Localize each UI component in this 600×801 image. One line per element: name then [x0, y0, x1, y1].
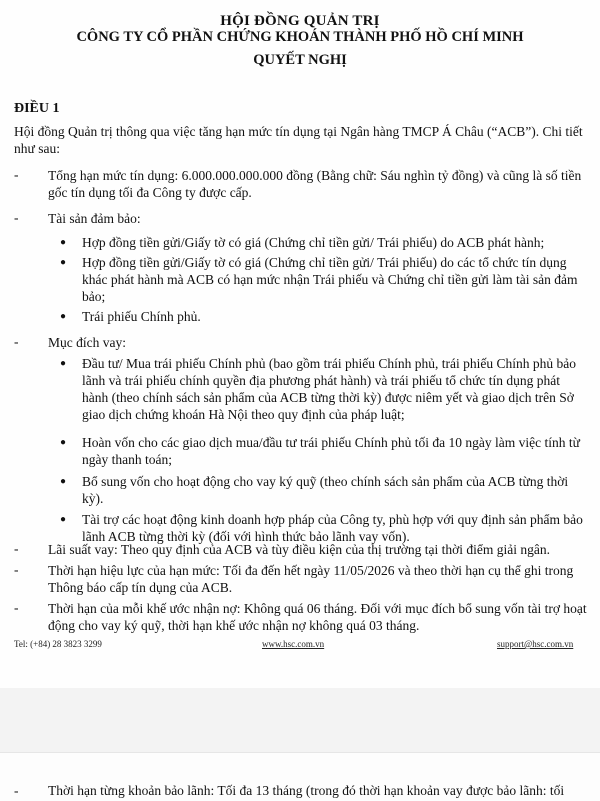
collateral-heading: Tài sản đảm bảo: — [48, 211, 141, 226]
collateral-item: Trái phiếu Chính phủ. — [82, 309, 201, 324]
collateral-item: Hợp đồng tiền gửi/Giấy tờ có giá (Chứng chỉ tiền gửi/ Trái phiếu) do ACB phát hành; — [82, 235, 545, 250]
bullet-icon: ● — [60, 257, 67, 268]
footer-email-link[interactable]: support@hsc.com.vn — [497, 639, 574, 649]
bullet-icon: ● — [60, 476, 67, 487]
footer-website-link[interactable]: www.hsc.com.vn — [262, 639, 325, 649]
company-heading: CÔNG TY CỔ PHẦN CHỨNG KHOÁN THÀNH PHỐ HỒ CHÍ MINH — [76, 29, 524, 45]
dash-marker: - — [14, 541, 19, 556]
article-title: ĐIỀU 1 — [14, 101, 60, 116]
dash-marker: - — [14, 167, 19, 182]
purpose-heading: Mục đích vay: — [48, 335, 126, 350]
dash-marker: - — [14, 562, 19, 577]
bullet-icon: ● — [60, 237, 67, 248]
purpose-item: Hoàn vốn cho các giao dịch mua/đầu tư trái phiếu Chính phủ tối đa 10 ngày làm việc tính từ ngày thanh toán; — [82, 435, 580, 467]
bullet-icon: ● — [60, 514, 67, 525]
bullet-icon: ● — [60, 311, 67, 322]
purpose-item: Đầu tư/ Mua trái phiếu Chính phủ (bao gồm trái phiếu Chính phủ, trái phiếu Chính phủ bảo lãnh và trái phiếu chính quyền địa phương phát hành) và trái phiếu tổ chức tín dụng phát hành (theo chính sách sản phẩm của ACB từng thời kỳ) được niêm yết và giao dịch trên Sở giao dịch chứng khoán Hà Nội theo quy định của pháp luật; — [82, 356, 576, 422]
bullet-icon: ● — [60, 358, 67, 369]
dash-marker: - — [14, 210, 19, 225]
purpose-item: Tài trợ các hoạt động kinh doanh hợp pháp của Công ty, phù hợp với quy định sản phẩm bảo lãnh ACB từng thời kỳ (đối với hình thức bảo lãnh vay vốn). — [82, 512, 583, 544]
dash-marker: - — [14, 783, 19, 798]
next-page-text: Thời hạn từng khoản bảo lãnh: Tối đa 13 tháng (trong đó thời hạn khoản vay được bảo lãnh: tối — [48, 783, 565, 798]
dash-marker: - — [14, 600, 19, 615]
board-heading: HỘI ĐỒNG QUẢN TRỊ — [220, 13, 380, 29]
collateral-item: Hợp đồng tiền gửi/Giấy tờ có giá (Chứng chỉ tiền gửi/ Trái phiếu) do các tổ chức tín dụng khác phát hành mà ACB có hạn mức nhận Trái phiếu và Chứng chỉ tiền gửi làm tài sản đảm bảo; — [82, 255, 578, 304]
validity-item: Thời hạn hiệu lực của hạn mức: Tối đa đến hết ngày 11/05/2026 và theo thời hạn cụ thể ghi trong Thông báo cấp tín dụng của ACB. — [48, 563, 574, 595]
article-intro: Hội đồng Quản trị thông qua việc tăng hạn mức tín dụng tại Ngân hàng TMCP Á Châu (“ACB”). Chi tiết như sau: — [14, 124, 583, 156]
dash-marker: - — [14, 334, 19, 349]
footer-phone: Tel: (+84) 28 3823 3299 — [14, 639, 102, 649]
bullet-icon: ● — [60, 437, 67, 448]
resolution-title: QUYẾT NGHỊ — [253, 52, 347, 68]
purpose-item: Bổ sung vốn cho hoạt động cho vay ký quỹ (theo chính sách sản phẩm của ACB từng thời kỳ). — [82, 474, 569, 506]
interest-rate-item: Lãi suất vay: Theo quy định của ACB và tùy điều kiện của thị trường tại thời điểm giải ngân. — [48, 542, 550, 557]
loan-term-item: Thời hạn của mỗi khế ước nhận nợ: Không quá 06 tháng. Đối với mục đích bổ sung vốn tài trợ hoạt động cho vay ký quỹ, thời hạn khế ước nhận nợ không quá 03 tháng. — [48, 601, 587, 633]
credit-limit-item: Tổng hạn mức tín dụng: 6.000.000.000.000 đồng (Bằng chữ: Sáu nghìn tỷ đồng) và cũng là số tiền gốc tín dụng tối đa Công ty được cấp. — [48, 168, 582, 200]
